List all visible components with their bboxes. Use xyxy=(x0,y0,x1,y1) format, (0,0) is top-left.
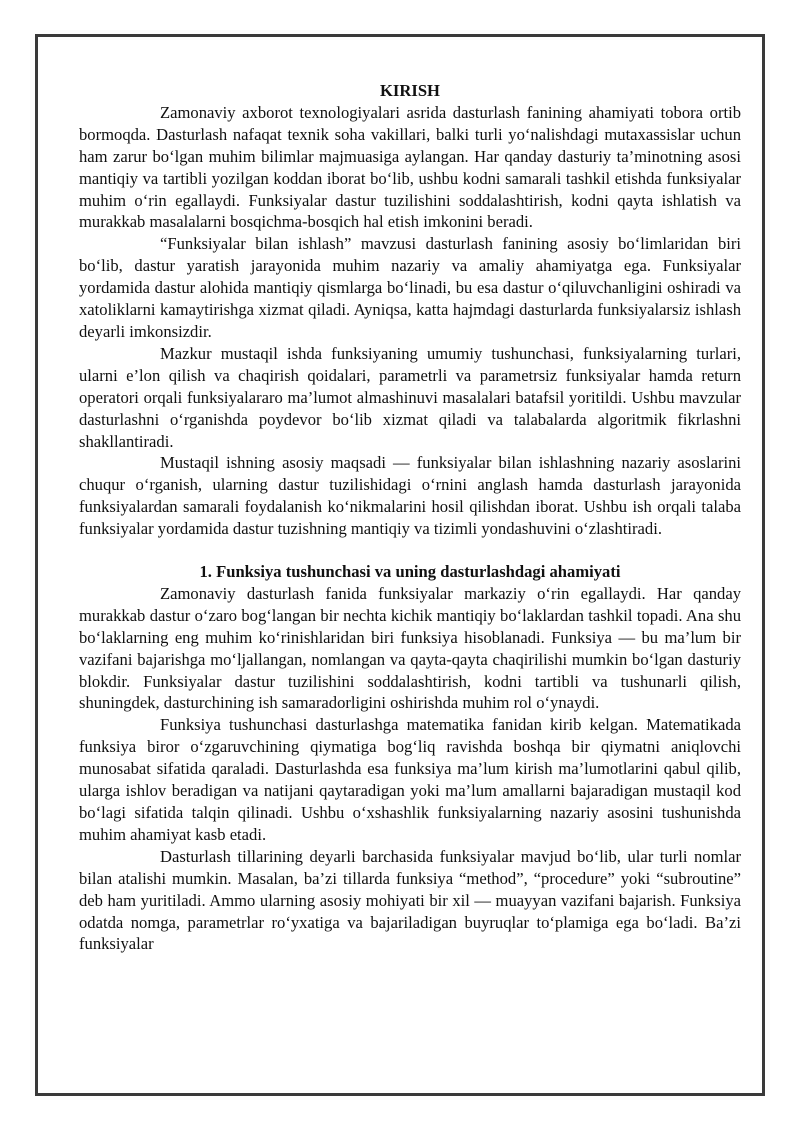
section-1-heading: 1. Funksiya tushunchasi va uning dasturlashdagi ahamiyati xyxy=(199,562,621,582)
section-1-paragraph-1: Zamonaviy dasturlash fanida funksiyalar markaziy o‘rin egallaydi. Har qanday murakkab dastur o‘zaro bog‘langan bir nechta kichik mantiqiy bo‘laklardan tashkil topadi. Ana shu bo‘laklarning eng muhim ko‘rinishlaridan biri funksiya hisoblanadi. Funksiya — bu ma’lum bir vazifani bajarishga mo‘ljallangan, nomlangan va qayta-qayta chaqirilishi mumkin bo‘lgan dasturiy blokdir. Funksiyalar dastur tuzilishini soddalashtirish, kodni tartibli va tushunarli qilish, shuningdek, dasturchining ish samaradorligini oshirishda muhim rol o‘ynaydi. xyxy=(79,583,741,713)
section-1-paragraph-3: Dasturlash tillarining deyarli barchasida funksiyalar mavjud bo‘lib, ular turli nomlar bilan atalishi mumkin. Masalan, ba’zi tillarda funksiya “method”, “procedure” yoki “subroutine” deb ham yuritiladi. Ammo ularning asosiy mohiyati bir xil — muayyan vazifani bajarish. Funksiya odatda nomga, parametrlar ro‘yxatiga va bajariladigan buyruqlar to‘plamiga ega bo‘ladi. Ba’zi funksiyalar xyxy=(79,846,741,954)
intro-paragraph-4: Mustaqil ishning asosiy maqsadi — funksiyalar bilan ishlashning nazariy asoslarini chuqur o‘rganish, ularning dastur tuzilishidagi o‘rnini anglash hamda dasturlash jarayonida funksiyalardan samarali foydalanish ko‘nikmalarini hosil qilishdan iborat. Ushbu ish orqali talaba funksiyalar yordamida dastur tuzishning mantiqiy va tizimli yondashuvini o‘zlashtiradi. xyxy=(79,453,741,539)
intro-paragraph-2: “Funksiyalar bilan ishlash” mavzusi dasturlash fanining asosiy bo‘limlaridan biri bo‘lib, dastur yaratish jarayonida muhim nazariy va amaliy ahamiyatga ega. Funksiyalar yordamida dastur alohida mantiqiy qismlarga bo‘linadi, bu esa dastur o‘qiluvchanligini oshiradi va xatoliklarni kamaytirishga xizmat qiladi. Ayniqsa, katta hajmdagi dasturlarda funksiyalarsiz ishlash deyarli imkonsizdir. xyxy=(79,234,741,341)
intro-paragraph-3: Mazkur mustaqil ishda funksiyaning umumiy tushunchasi, funksiyalarning turlari, ularni e’lon qilish va chaqirish qoidalari, parametrli va parametrsiz funksiyalar hamda return operatori orqali funksiyalararo ma’lumot almashinuvi masalalari batafsil yoritildi. Ushbu mavzular dasturlashni o‘rganishda poydevor bo‘lib xizmat qiladi va talabalarda algoritmik fikrlashni shakllantiradi. xyxy=(79,343,741,451)
document-body xyxy=(79,80,741,955)
intro-paragraph-1: Zamonaviy axborot texnologiyalari asrida dasturlash fanining ahamiyati tobora ortib bormoqda. Dasturlash nafaqat texnik soha vakillari, balki turli yo‘nalishdagi mutaxassislar uchun ham zarur bo‘lgan muhim bilimlar majmuasiga aylangan. Har qanday dasturiy ta’minotning asosi mantiqiy va tartibli yozilgan koddan iborat bo‘lib, ushbu kodni samarali tashkil etishda funksiyalar muhim o‘rin egallaydi. Funksiyalar dastur tuzilishini soddalashtirish, kodni qayta ishlatish va murakkab masalalarni bosqichma-bosqich hal etish imkonini beradi. xyxy=(79,102,741,232)
section-1-paragraph-2: Funksiya tushunchasi dasturlashga matematika fanidan kirib kelgan. Matematikada funksiya biror o‘zgaruvchining qiymatiga bog‘liq ravishda boshqa bir qiymatni aniqlovchi munosabat sifatida qaraladi. Dasturlashda esa funksiya ma’lum kirish ma’lumotlarini qabul qilib, ularga ishlov beradigan va natijani qaytaradigan yoki ma’lum amallarni bajaradigan mustaqil kod bo‘lagi sifatida talqin qilinadi. Ushbu o‘xshashlik funksiyalarning nazariy asosini tushunishda muhim ahamiyat kasb etadi. xyxy=(79,715,741,844)
document-title: KIRISH xyxy=(380,81,440,100)
